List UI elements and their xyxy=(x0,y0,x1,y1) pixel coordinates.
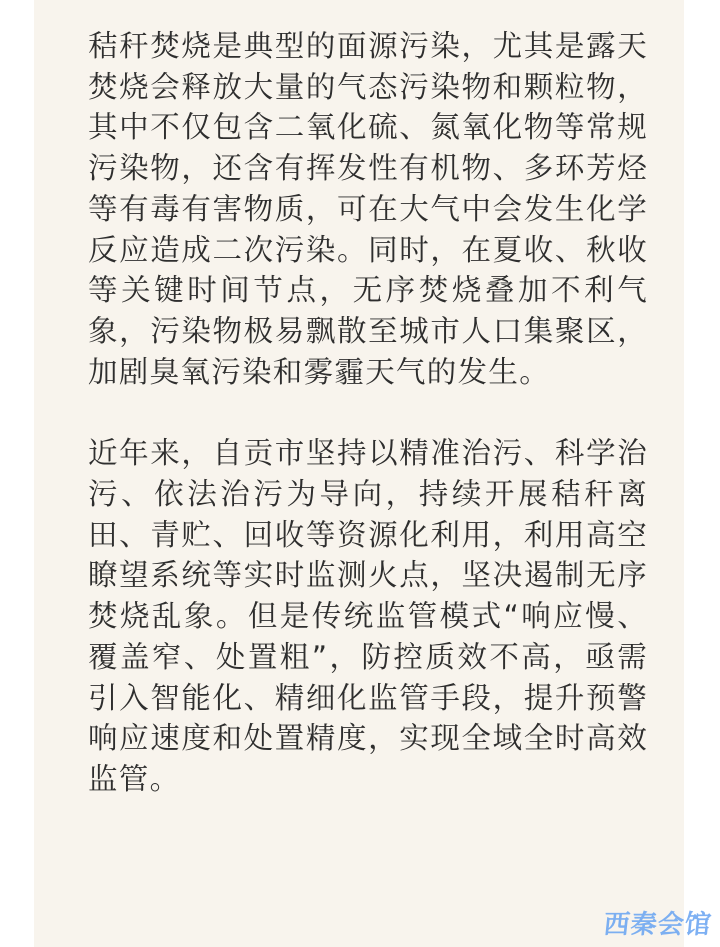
article-paragraph-2: 近年来，自贡市坚持以精准治污、科学治污、依法治污为导向，持续开展秸秆离田、青贮、回收等资源化利用，利用高空瞭望系统等实时监测火点，坚决遏制无序焚烧乱象。但是传统监管模式“响应慢、覆盖窄、处置粗”，防控质效不高，亟需引入智能化、精细化监管手段，提升预警响应速度和处置精度，实现全域全时高效监管。 xyxy=(88,436,648,796)
article-paragraph-1: 秸秆焚烧是典型的面源污染，尤其是露天焚烧会释放大量的气态污染物和颗粒物，其中不仅包含二氧化硫、氮氧化物等常规污染物，还含有挥发性有机物、多环芳烃等有毒有害物质，可在大气中会发生化学反应造成二次污染。同时，在夏收、秋收等关键时间节点，无序焚烧叠加不利气象，污染物极易飘散至城市人口集聚区，加剧臭氧污染和雾霾天气的发生。 xyxy=(88,29,648,389)
article-page xyxy=(34,0,684,947)
watermark-logo: 西秦会馆 xyxy=(602,910,714,940)
article-body xyxy=(88,26,648,800)
